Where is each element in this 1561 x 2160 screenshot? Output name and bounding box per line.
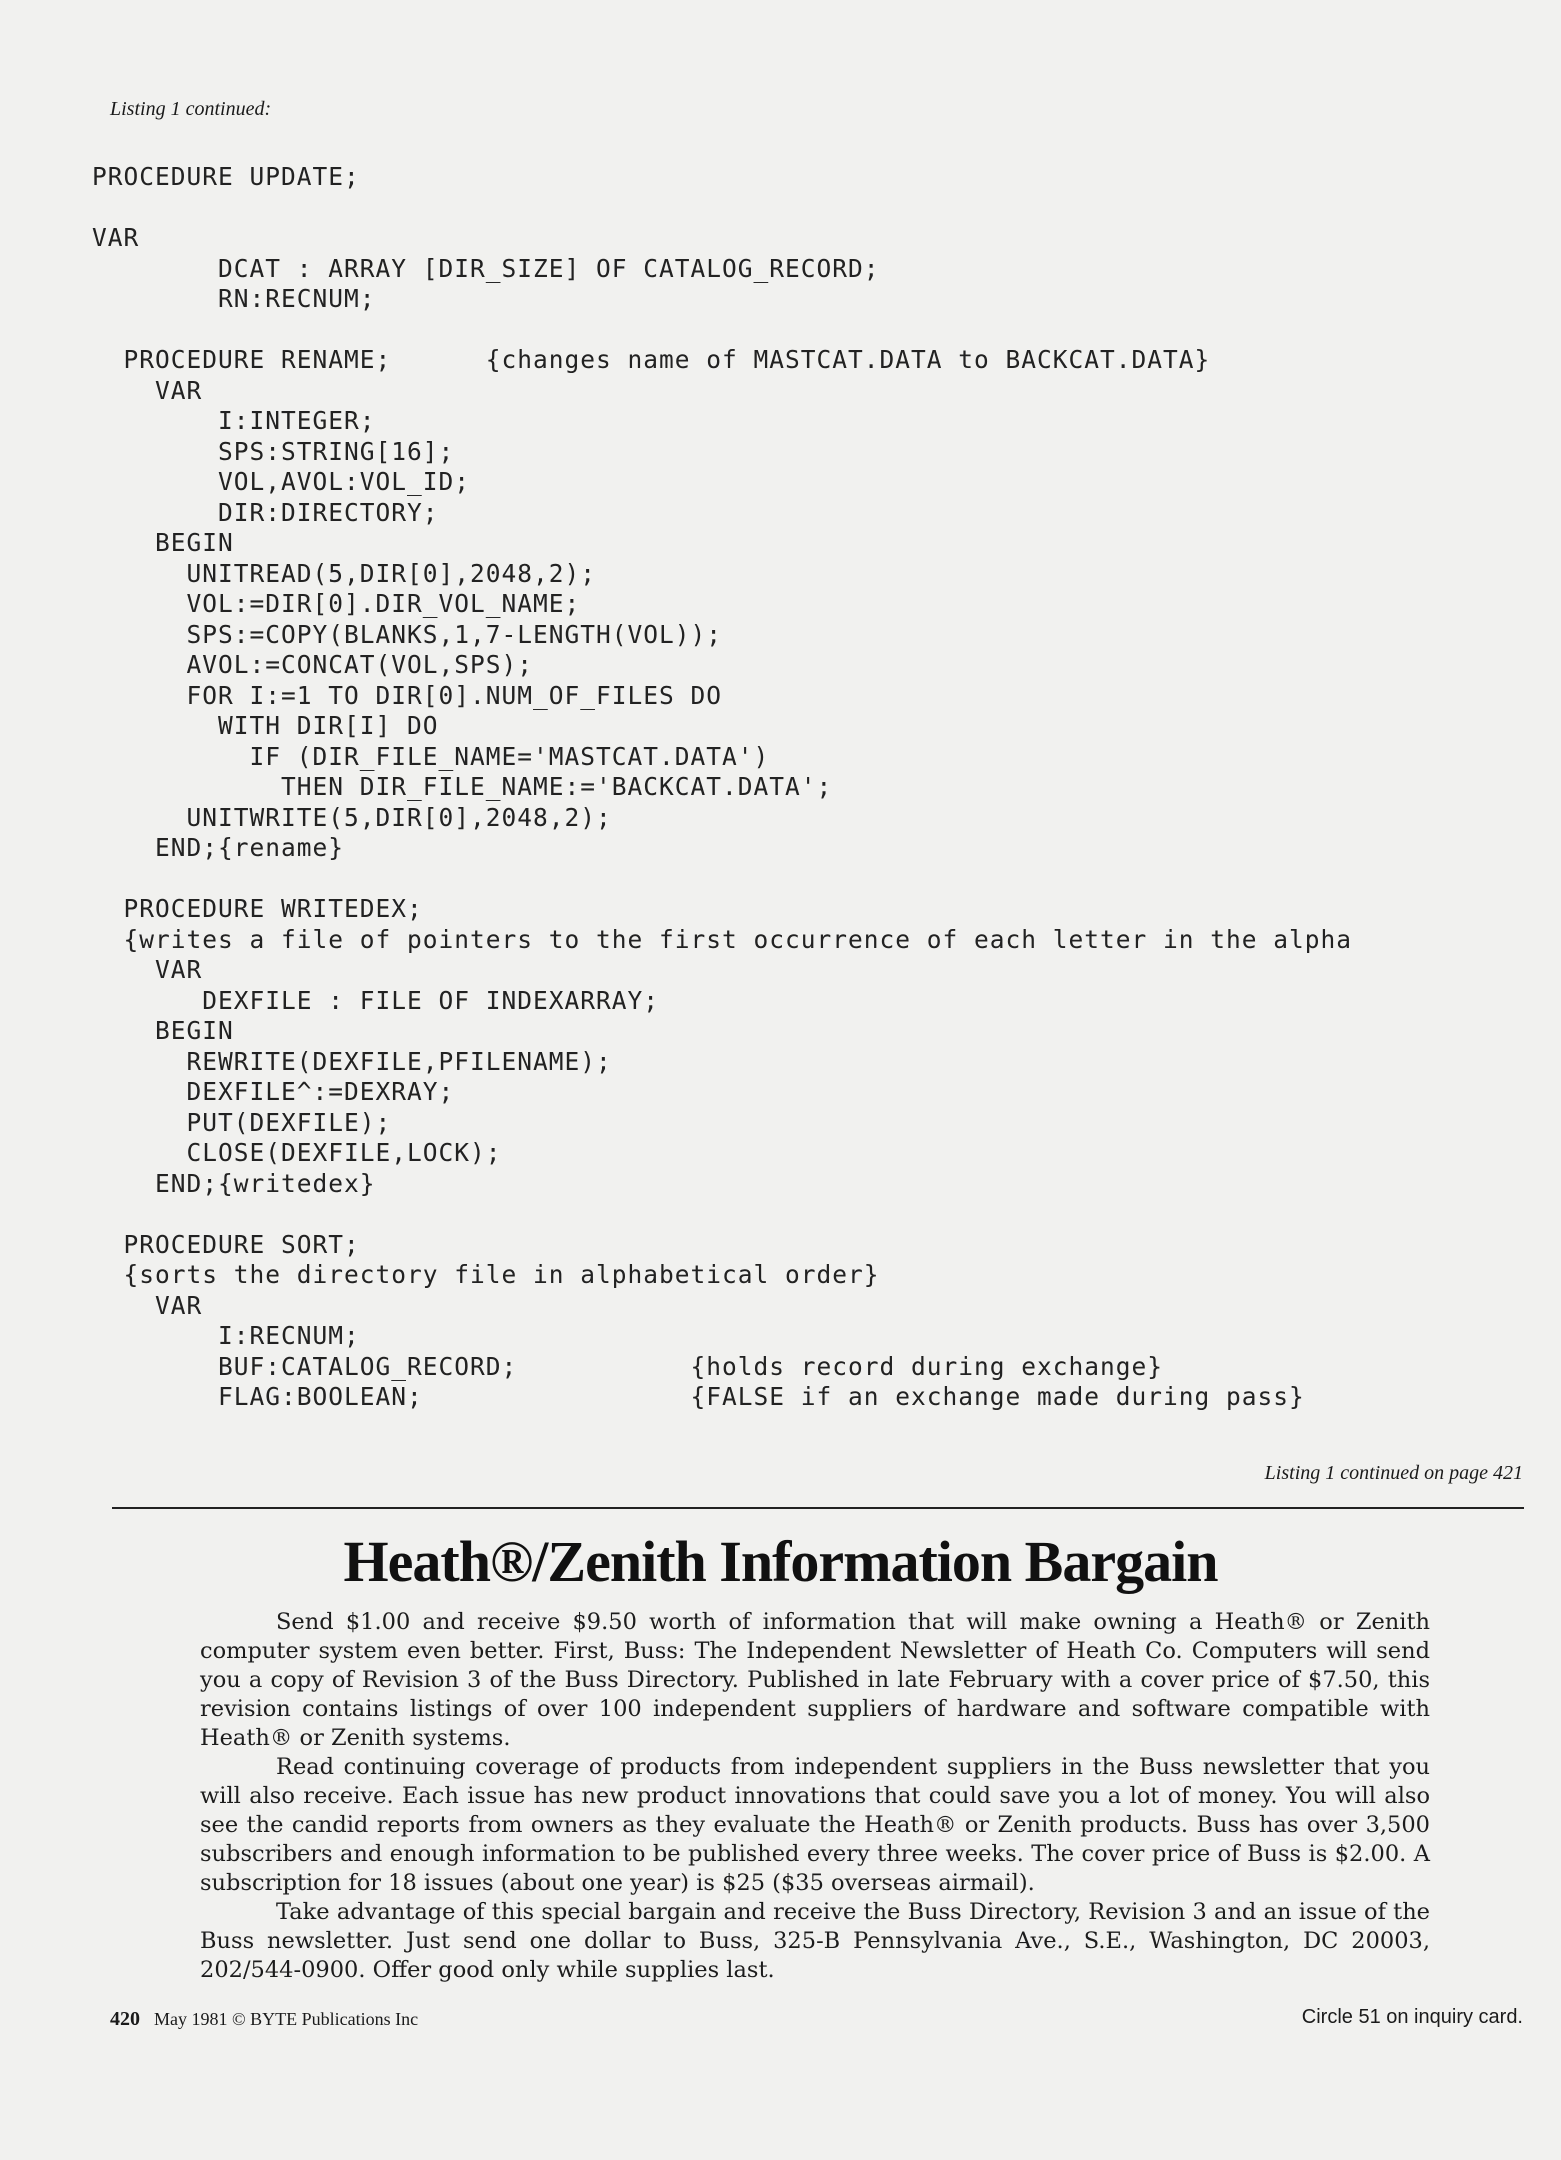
code-line: [92, 193, 1352, 224]
code-line: VOL,AVOL:VOL_ID;: [92, 467, 471, 496]
code-line: END;{writedex}: [92, 1168, 376, 1198]
code-line: [92, 315, 1352, 346]
issue-credit: May 1981 © BYTE Publications Inc: [154, 2009, 419, 2029]
ad-title: Heath®/Zenith Information Bargain: [343, 1529, 1218, 1594]
code-line: I:INTEGER;: [92, 406, 376, 435]
code-line: SPS:STRING[16];: [92, 436, 455, 466]
code-line: BUF:CATALOG_RECORD; {holds record during exchange}: [92, 1351, 1164, 1381]
code-line: WITH DIR[I] DO: [92, 711, 439, 740]
page-number: 420: [110, 2008, 140, 2030]
code-line: END;{rename}: [92, 833, 345, 862]
code-line: IF (DIR_FILE_NAME='MASTCAT.DATA'): [92, 741, 770, 771]
code-listing: [92, 162, 1352, 1413]
code-line: THEN DIR_FILE_NAME:='BACKCAT.DATA';: [92, 772, 833, 801]
code-line: VAR: [92, 1290, 203, 1320]
code-line: VAR: [92, 955, 203, 984]
code-line: DEXFILE : FILE OF INDEXARRAY;: [92, 985, 660, 1015]
ad-paragraph: Send $1.00 and receive $9.50 worth of information that will make owning a Heath® or Zenith computer system even better. First, Buss: The Independent Newsletter of Heath Co. Computers will send you a copy of Revision 3 of the Buss Directory. Published in late February with a cover price of $7.50, this revision contains listings of over 100 independent suppliers of hardware and software compatible with Heath® or Zenith systems.: [200, 1609, 1430, 1751]
code-line: VAR: [92, 223, 140, 252]
code-line: BEGIN: [92, 1016, 234, 1045]
code-line: CLOSE(DEXFILE,LOCK);: [92, 1138, 502, 1167]
listing-continued-label: Listing 1 continued:: [110, 98, 272, 120]
code-line: UNITWRITE(5,DIR[0],2048,2);: [92, 802, 612, 832]
ad-body: [200, 1608, 1430, 1985]
code-line: PROCEDURE RENAME; {changes name of MASTCAT.DATA to BACKCAT.DATA}: [92, 345, 1211, 374]
code-line: DIR:DIRECTORY;: [92, 497, 439, 527]
code-line: RN:RECNUM;: [92, 284, 376, 313]
code-line: FOR I:=1 TO DIR[0].NUM_OF_FILES DO: [92, 680, 723, 710]
code-line: VOL:=DIR[0].DIR_VOL_NAME;: [92, 589, 581, 618]
code-line: BEGIN: [92, 528, 234, 557]
code-line: DEXFILE^:=DEXRAY;: [92, 1077, 455, 1106]
code-line: {writes a file of pointers to the first occurrence of each letter in the alpha: [92, 924, 1353, 954]
code-line: AVOL:=CONCAT(VOL,SPS);: [92, 650, 534, 679]
inquiry-note: Circle 51 on inquiry card.: [1301, 2006, 1523, 2028]
code-line: {sorts the directory file in alphabetical order}: [92, 1260, 880, 1289]
code-line: REWRITE(DEXFILE,PFILENAME);: [92, 1046, 612, 1076]
code-line: FLAG:BOOLEAN; {FALSE if an exchange made during pass}: [92, 1382, 1305, 1411]
section-divider: [112, 1507, 1524, 1509]
code-line: [92, 864, 1352, 895]
ad-paragraph: Read continuing coverage of products from independent suppliers in the Buss newsletter that you will also receive. Each issue has new product innovations that could save you a lot of money. You will also see the candid reports from owners as they evaluate the Heath® or Zenith products. Buss has over 3,500 subscribers and enough information to be published every three weeks. The cover price of Buss is $2.00. A subscription for 18 issues (about one year) is $25 ($35 overseas airmail).: [200, 1754, 1430, 1896]
code-line: VAR: [92, 375, 203, 405]
code-line: PROCEDURE UPDATE;: [92, 162, 360, 191]
code-line: I:RECNUM;: [92, 1321, 360, 1350]
code-line: DCAT : ARRAY [DIR_SIZE] OF CATALOG_RECORD;: [92, 253, 880, 283]
code-line: PROCEDURE WRITEDEX;: [92, 894, 423, 923]
code-line: PROCEDURE SORT;: [92, 1229, 360, 1259]
listing-continued-note: Listing 1 continued on page 421: [1264, 1462, 1523, 1484]
code-line: UNITREAD(5,DIR[0],2048,2);: [92, 558, 597, 588]
page-footer: [110, 2008, 418, 2031]
code-line: SPS:=COPY(BLANKS,1,7-LENGTH(VOL));: [92, 619, 723, 649]
code-line: [92, 1199, 1352, 1230]
ad-paragraph: Take advantage of this special bargain and receive the Buss Directory, Revision 3 and an issue of the Buss newsletter. Just send one dollar to Buss, 325-B Pennsylvania Ave., S.E., Washington, DC 20003, 202/544-0900. Offer good only while supplies last.: [200, 1899, 1430, 1983]
code-line: PUT(DEXFILE);: [92, 1107, 392, 1137]
